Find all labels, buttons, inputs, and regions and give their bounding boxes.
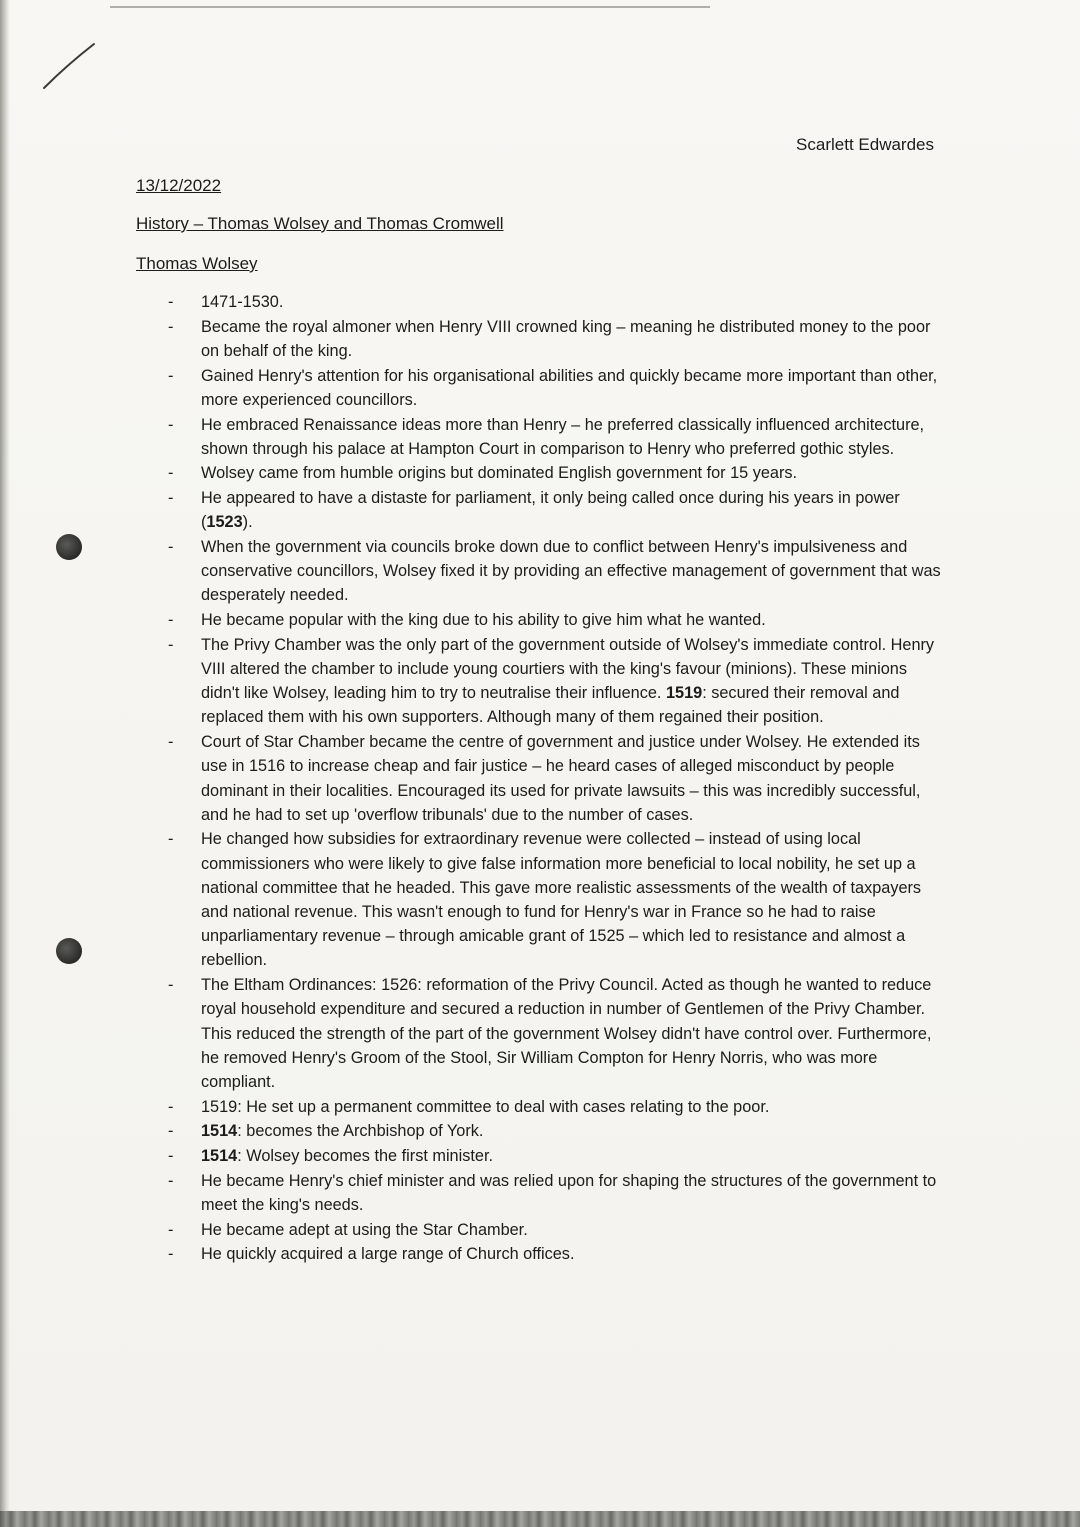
- note-item: [150, 1119, 942, 1143]
- bullet-dash: -: [168, 489, 174, 508]
- bullet-dash: -: [168, 976, 174, 995]
- pen-stroke-mark: [40, 40, 100, 92]
- bullet-dash: -: [168, 317, 174, 336]
- note-text: He became Henry's chief minister and was relied upon for shaping the structures of the government to meet the king's needs.: [201, 1171, 937, 1215]
- note-item: [150, 1169, 942, 1217]
- note-text: ).: [242, 513, 253, 532]
- author-name: Scarlett Edwardes: [796, 135, 934, 154]
- note-item: [150, 730, 942, 827]
- bullet-dash: -: [168, 1147, 174, 1166]
- note-text: The Eltham Ordinances: 1526: reformation of the Privy Council. Acted as though he wanted to reduce royal household expenditure and secured a reduction in number of Gentlemen of the Privy Chamber. This reduced the strength of the part of the government Wolsey didn't have control over. Furthermore, he removed Henry's Groom of the Stool, Sir William Compton for Henry Norris, who was more compliant.: [201, 976, 932, 1091]
- note-bold-text: 1519: [665, 684, 703, 703]
- note-text: 1519: He set up a permanent committee to deal with cases relating to the poor.: [201, 1097, 770, 1116]
- note-text: He appeared to have a distaste for parliament, it only being called once during his years in power (: [201, 489, 900, 532]
- bullet-dash: -: [168, 464, 174, 483]
- document-heading: History – Thomas Wolsey and Thomas Cromwell: [136, 214, 504, 233]
- note-item: [150, 486, 942, 534]
- bullet-dash: -: [168, 1097, 174, 1116]
- punch-hole-bottom: [56, 938, 82, 964]
- bullet-dash: -: [168, 415, 174, 434]
- note-item: [150, 461, 942, 485]
- note-item: [150, 1144, 942, 1168]
- note-text: : Wolsey becomes the first minister.: [237, 1147, 493, 1166]
- note-item: [150, 633, 942, 730]
- note-item: [150, 608, 942, 632]
- note-text: When the government via councils broke down due to conflict between Henry's impulsiveness and conservative councillors, Wolsey fixed it by providing an effective management of government that was desperately needed.: [201, 538, 941, 605]
- note-item: [150, 827, 942, 972]
- note-item: [150, 535, 942, 608]
- note-text: He became adept at using the Star Chamber.: [201, 1220, 528, 1239]
- section-heading: Thomas Wolsey: [136, 254, 258, 273]
- note-text: : secured their removal and replaced them with his own supporters. Although many of them regained their position.: [201, 684, 900, 727]
- bullet-dash: -: [168, 1122, 174, 1141]
- note-item: [150, 364, 942, 412]
- note-text: Court of Star Chamber became the centre of government and justice under Wolsey. He extended its use in 1516 to increase cheap and fair justice – he heard cases of alleged misconduct by people dominant in their localities. Encouraged its used for private lawsuits – this was incredibly successful, and he had to set up 'overflow tribunals' due to the number of cases.: [201, 733, 921, 824]
- bullet-dash: -: [168, 733, 174, 752]
- note-date: 13/12/2022: [136, 176, 222, 195]
- scan-bottom-edge: [0, 1511, 1080, 1527]
- bullet-dash: -: [168, 635, 174, 654]
- note-text: 1471-1530.: [201, 293, 284, 311]
- bullet-dash: -: [168, 611, 174, 630]
- note-text: He embraced Renaissance ideas more than Henry – he preferred classically influenced architecture, shown through his palace at Hampton Court in comparison to Henry who preferred gothic styles.: [201, 415, 925, 458]
- bullet-dash: -: [168, 538, 174, 557]
- note-text: : becomes the Archbishop of York.: [237, 1122, 484, 1141]
- bullet-dash: -: [168, 830, 174, 849]
- note-text: Became the royal almoner when Henry VIII crowned king – meaning he distributed money to the poor on behalf of the king.: [201, 317, 931, 360]
- note-item: [150, 315, 942, 363]
- note-text: Wolsey came from humble origins but dominated English government for 15 years.: [201, 464, 798, 483]
- note-bold-text: 1514: [201, 1122, 238, 1141]
- note-text: The Privy Chamber was the only part of the government outside of Wolsey's immediate control. Henry VIII altered the chamber to include young courtiers with the king's favour (minions). These minions didn't like Wolsey, leading him to try to neutralise their influence.: [201, 635, 935, 703]
- note-item: [150, 973, 942, 1094]
- bullet-notes-list: [150, 290, 942, 1267]
- note-item: [150, 1218, 942, 1242]
- bullet-dash: -: [168, 366, 174, 385]
- bullet-dash: -: [168, 1220, 174, 1239]
- note-item: [150, 1242, 942, 1266]
- scan-top-edge: [110, 6, 710, 8]
- scan-left-edge: [0, 0, 10, 1527]
- note-text: He quickly acquired a large range of Church offices.: [201, 1245, 575, 1264]
- note-text: He changed how subsidies for extraordinary revenue were collected – instead of using local commissioners who were likely to give false information more beneficial to local nobility, he set up a national committee that he headed. This gave more realistic assessments of the wealth of taxpayers and national revenue. This wasn't enough to fund for Henry's war in France so he had to raise unparliamentary revenue – through amicable grant of 1525 – which led to resistance and almost a rebellion.: [201, 830, 922, 970]
- note-item: [150, 1095, 942, 1119]
- note-text: Gained Henry's attention for his organisational abilities and quickly became more important than other, more experienced councillors.: [201, 366, 938, 409]
- note-bold-text: 1523: [206, 513, 243, 532]
- note-item: [150, 290, 942, 314]
- note-bold-text: 1514: [201, 1147, 238, 1166]
- bullet-dash: -: [168, 293, 174, 311]
- note-text: He became popular with the king due to his ability to give him what he wanted.: [201, 611, 766, 630]
- bullet-dash: -: [168, 1171, 174, 1190]
- bullet-dash: -: [168, 1245, 174, 1264]
- punch-hole-top: [56, 534, 82, 560]
- note-item: [150, 413, 942, 461]
